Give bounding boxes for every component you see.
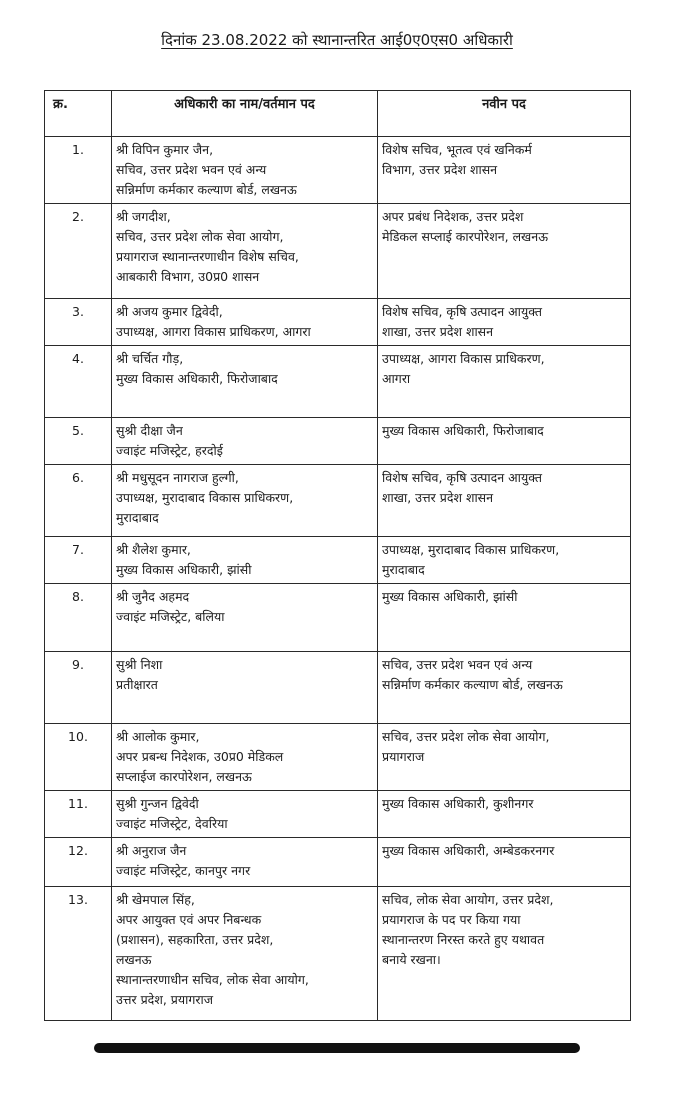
current-post-line: उत्तर प्रदेश, प्रयागराज (116, 992, 214, 1007)
new-post-line: उपाध्यक्ष, मुरादाबाद विकास प्राधिकरण, (382, 542, 560, 557)
current-post-line: उपाध्यक्ष, आगरा विकास प्राधिकरण, आगरा (116, 324, 311, 339)
new-post-line: विशेष सचिव, कृषि उत्पादन आयुक्त (382, 470, 543, 485)
serial-number: 4. (45, 346, 112, 418)
new-post-line: अपर प्रबंध निदेशक, उत्तर प्रदेश (382, 209, 524, 224)
serial-number: 2. (45, 204, 112, 299)
table-row (45, 724, 631, 791)
current-post-line: मुख्य विकास अधिकारी, फिरोजाबाद (116, 371, 278, 386)
new-post (378, 791, 631, 838)
current-post-line: (प्रशासन), सहकारिता, उत्तर प्रदेश, (116, 932, 274, 947)
table-row (45, 204, 631, 299)
current-post-line: मुख्य विकास अधिकारी, झांसी (116, 562, 252, 577)
current-post-line: ज्वाइंट मजिस्ट्रेट, देवरिया (116, 816, 228, 831)
table-row (45, 838, 631, 887)
officer-current-post (112, 137, 378, 204)
new-post (378, 346, 631, 418)
current-post-line: श्री विपिन कुमार जैन, (116, 142, 214, 157)
new-post (378, 724, 631, 791)
current-post-line: उपाध्यक्ष, मुरादाबाद विकास प्राधिकरण, (116, 490, 294, 505)
new-post (378, 537, 631, 584)
current-post-line: श्री जुनैद अहमद (116, 589, 190, 604)
new-post-line: मेडिकल सप्लाई कारपोरेशन, लखनऊ (382, 229, 549, 244)
current-post-line: श्री अनुराज जैन (116, 843, 187, 858)
new-post-line: मुख्य विकास अधिकारी, अम्बेडकरनगर (382, 843, 555, 858)
officer-current-post (112, 887, 378, 1021)
new-post (378, 838, 631, 887)
new-post-line: मुख्य विकास अधिकारी, कुशीनगर (382, 796, 534, 811)
current-post-line: अपर प्रबन्ध निदेशक, उ0प्र0 मेडिकल (116, 749, 284, 764)
new-post-line: मुख्य विकास अधिकारी, झांसी (382, 589, 518, 604)
current-post-line: प्रयागराज स्थानान्तरणाधीन विशेष सचिव, (116, 249, 299, 264)
table-row (45, 418, 631, 465)
officer-current-post (112, 537, 378, 584)
new-post (378, 418, 631, 465)
current-post-line: अपर आयुक्त एवं अपर निबन्धक (116, 912, 262, 927)
current-post-line: सचिव, उत्तर प्रदेश लोक सेवा आयोग, (116, 229, 284, 244)
table-row (45, 299, 631, 346)
current-post-line: आबकारी विभाग, उ0प्र0 शासन (116, 269, 260, 284)
new-post (378, 465, 631, 537)
new-post-line: आगरा (382, 371, 411, 386)
current-post-line: श्री खेमपाल सिंह, (116, 892, 195, 907)
new-post-line: सचिव, उत्तर प्रदेश लोक सेवा आयोग, (382, 729, 550, 744)
current-post-line: स्थानान्तरणाधीन सचिव, लोक सेवा आयोग, (116, 972, 309, 987)
new-post-line: सचिव, लोक सेवा आयोग, उत्तर प्रदेश, (382, 892, 554, 907)
officer-current-post (112, 791, 378, 838)
serial-number: 12. (45, 838, 112, 887)
current-post-line: श्री शैलेश कुमार, (116, 542, 191, 557)
header-serial: क्र. (45, 91, 112, 137)
table-row (45, 465, 631, 537)
transfer-table (44, 90, 631, 1021)
current-post-line: सप्लाईज कारपोरेशन, लखनऊ (116, 769, 252, 784)
officer-current-post (112, 838, 378, 887)
new-post-line: विभाग, उत्तर प्रदेश शासन (382, 162, 498, 177)
officer-current-post (112, 724, 378, 791)
officer-current-post (112, 418, 378, 465)
new-post (378, 137, 631, 204)
header-new-post: नवीन पद (378, 91, 631, 137)
new-post-line: उपाध्यक्ष, आगरा विकास प्राधिकरण, (382, 351, 545, 366)
serial-number: 3. (45, 299, 112, 346)
new-post-line: विशेष सचिव, कृषि उत्पादन आयुक्त (382, 304, 543, 319)
new-post-line: प्रयागराज (382, 749, 425, 764)
officer-current-post (112, 652, 378, 724)
serial-number: 10. (45, 724, 112, 791)
new-post-line: मुख्य विकास अधिकारी, फिरोजाबाद (382, 423, 544, 438)
current-post-line: श्री अजय कुमार द्विवेदी, (116, 304, 223, 319)
table-header-row (45, 91, 631, 137)
serial-number: 1. (45, 137, 112, 204)
table-row (45, 537, 631, 584)
new-post-line: सन्निर्माण कर्मकार कल्याण बोर्ड, लखनऊ (382, 677, 563, 692)
serial-number: 9. (45, 652, 112, 724)
current-post-line: प्रतीक्षारत (116, 677, 158, 692)
officer-current-post (112, 584, 378, 652)
current-post-line: श्री जगदीश, (116, 209, 171, 224)
serial-number: 8. (45, 584, 112, 652)
table-row (45, 887, 631, 1021)
header-current-post: अधिकारी का नाम/वर्तमान पद (112, 91, 378, 137)
new-post (378, 584, 631, 652)
officer-current-post (112, 204, 378, 299)
table-row (45, 584, 631, 652)
new-post-line: शाखा, उत्तर प्रदेश शासन (382, 324, 494, 339)
document-title (0, 30, 674, 50)
table-row (45, 652, 631, 724)
current-post-line: लखनऊ (116, 952, 152, 967)
new-post-line: सचिव, उत्तर प्रदेश भवन एवं अन्य (382, 657, 533, 672)
serial-number: 11. (45, 791, 112, 838)
current-post-line: ज्वाइंट मजिस्ट्रेट, बलिया (116, 609, 225, 624)
current-post-line: सुश्री निशा (116, 657, 163, 672)
new-post-line: मुरादाबाद (382, 562, 425, 577)
new-post-line: बनाये रखना। (382, 952, 441, 967)
table-row (45, 346, 631, 418)
current-post-line: सन्निर्माण कर्मकार कल्याण बोर्ड, लखनऊ (116, 182, 297, 197)
current-post-line: ज्वाइंट मजिस्ट्रेट, हरदोई (116, 443, 223, 458)
table-row (45, 791, 631, 838)
officer-current-post (112, 465, 378, 537)
serial-number: 13. (45, 887, 112, 1021)
current-post-line: श्री चर्चित गौड़, (116, 351, 184, 366)
new-post-line: शाखा, उत्तर प्रदेश शासन (382, 490, 494, 505)
new-post (378, 887, 631, 1021)
current-post-line: सुश्री गुन्जन द्विवेदी (116, 796, 199, 811)
new-post (378, 299, 631, 346)
table-row (45, 137, 631, 204)
current-post-line: श्री आलोक कुमार, (116, 729, 200, 744)
serial-number: 5. (45, 418, 112, 465)
officer-current-post (112, 299, 378, 346)
new-post-line: स्थानान्तरण निरस्त करते हुए यथावत (382, 932, 545, 947)
new-post (378, 652, 631, 724)
document-title-text: दिनांक 23.08.2022 को स्थानान्तरित आई0ए0एस0 अधिकारी (161, 31, 513, 49)
serial-number: 6. (45, 465, 112, 537)
current-post-line: श्री मधुसूदन नागराज हुल्गी, (116, 470, 239, 485)
current-post-line: मुरादाबाद (116, 510, 159, 525)
officer-current-post (112, 346, 378, 418)
current-post-line: सुश्री दीक्षा जैन (116, 423, 183, 438)
home-indicator-bar (94, 1043, 580, 1053)
current-post-line: सचिव, उत्तर प्रदेश भवन एवं अन्य (116, 162, 267, 177)
new-post-line: विशेष सचिव, भूतत्व एवं खनिकर्म (382, 142, 532, 157)
serial-number: 7. (45, 537, 112, 584)
current-post-line: ज्वाइंट मजिस्ट्रेट, कानपुर नगर (116, 863, 251, 878)
new-post (378, 204, 631, 299)
new-post-line: प्रयागराज के पद पर किया गया (382, 912, 521, 927)
